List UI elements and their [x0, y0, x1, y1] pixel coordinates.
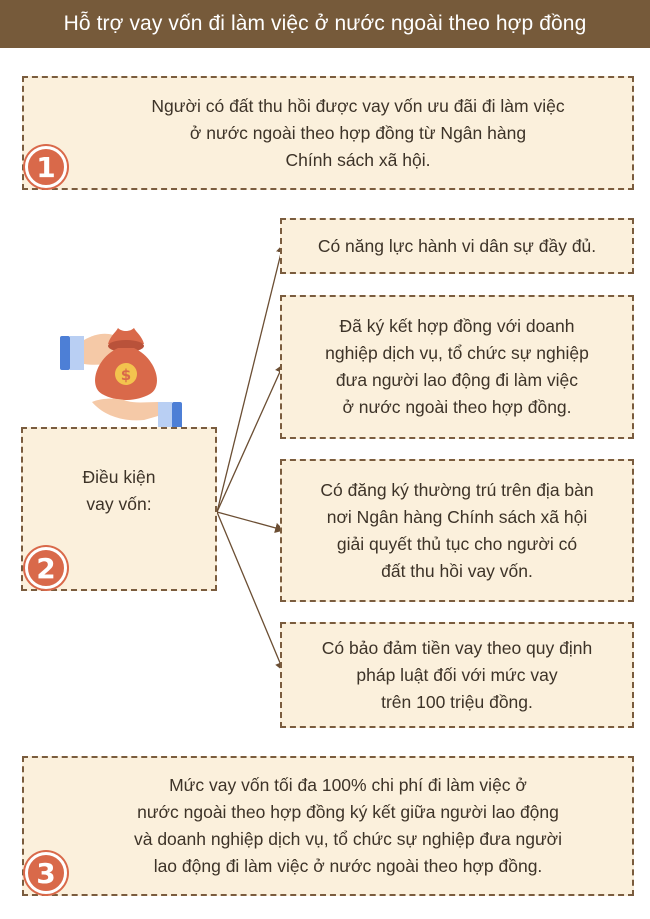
step-number-2	[25, 547, 67, 589]
step-number-2-label: 2	[36, 551, 56, 585]
condition-box-4	[280, 622, 634, 728]
info-box-3-text: Mức vay vốn tối đa 100% chi phí đi làm việc ở nước ngoài theo hợp đồng ký kết giữa người lao động và doanh nghiệp dịch vụ, tổ chức sự nghiệp đưa người lao động đi làm việc ở nước ngoài theo hợp đồng.	[133, 775, 563, 876]
loan-conditions-label: Điều kiện vay vốn:	[82, 467, 156, 514]
info-box-3	[22, 756, 634, 896]
svg-text:$: $	[120, 366, 132, 384]
info-box-1-text: Người có đất thu hồi được vay vốn ưu đãi đi làm việc ở nước ngoài theo hợp đồng từ Ngân hàng Chính sách xã hội.	[151, 95, 565, 170]
step-number-3	[25, 852, 67, 894]
condition-text-4: Có bảo đảm tiền vay theo quy định pháp luật đối với mức vay trên 100 triệu đồng.	[321, 637, 593, 712]
condition-text-2: Đã ký kết hợp đồng với doanh nghiệp dịch vụ, tổ chức sự nghiệp đưa người lao động đi làm việc ở nước ngoài theo hợp đồng.	[325, 316, 589, 417]
page-title-text: Hỗ trợ vay vốn đi làm việc ở nước ngoài theo hợp đồng	[63, 12, 587, 35]
condition-box-3	[280, 459, 634, 602]
arrow-to-condition-2	[217, 365, 283, 512]
condition-text-3: Có đăng ký thường trú trên địa bàn nơi Ngân hàng Chính sách xã hội giải quyết thủ tục cho người có đất thu hồi vay vốn.	[320, 479, 594, 581]
condition-box-1	[280, 218, 634, 274]
arrow-to-condition-3	[217, 512, 283, 530]
condition-box-2	[280, 295, 634, 439]
step-number-1-label: 1	[36, 150, 56, 184]
money-bag-hand-icon	[58, 318, 188, 436]
step-number-3-label: 3	[36, 856, 56, 890]
condition-text-1: Có năng lực hành vi dân sự đầy đủ.	[317, 235, 597, 256]
arrow-to-condition-4	[217, 512, 283, 670]
arrow-to-condition-1	[217, 245, 283, 512]
